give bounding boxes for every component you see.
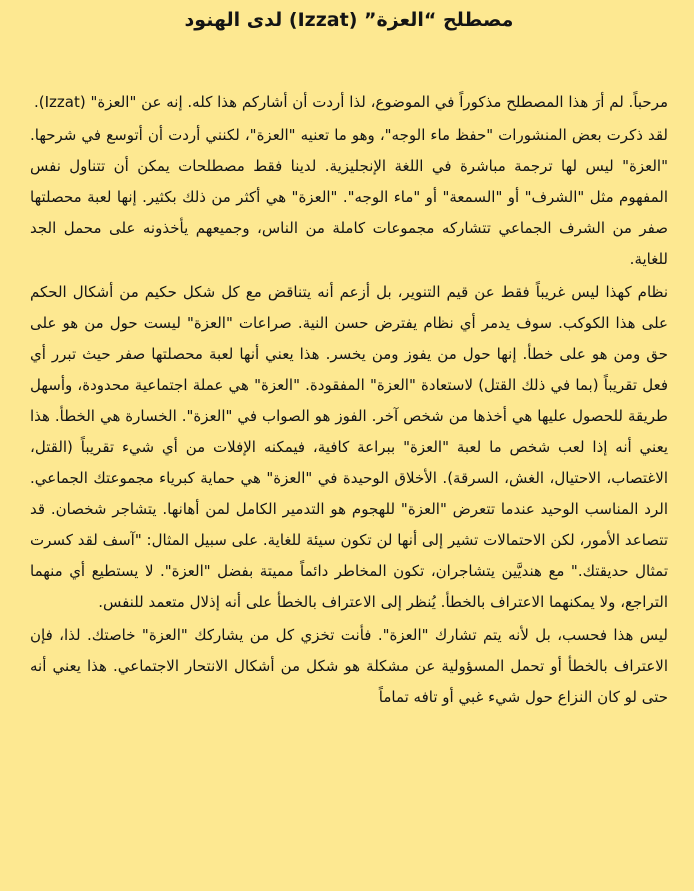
page-title: مصطلح “العزة” (Izzat) لدى الهنود [184, 9, 514, 31]
paragraph-3: نظام كهذا ليس غريباً فقط عن قيم التنوير، بل أزعم أنه يتناقض مع كل شكل حكيم من أشكال الحكم على هذا الكوكب. سوف يدمر أي نظام يفترض حسن النية. صراعات "العزة" ليست حول من هو على حق ومن هو على خطأ. إنها حول من يفوز ومن يخسر. هذا يعني أنها لعبة محصلتها صفر حيث تبرر أي فعل تقريباً (بما في ذلك القتل) لاستعادة "العزة" المفقودة. "العزة" هي عملة اجتماعية محدودة، وأسهل طريقة للحصول عليها هي أخذها من شخص آخر. الفوز هو الصواب في "العزة". الخسارة هي الخطأ. هذا يعني أنه إذا لعب شخص ما لعبة "العزة" ببراعة كافية، فيمكنه الإفلات من أي شيء تقريباً (القتل، الاغتصاب، الاحتيال، الغش، السرقة). الأخلاق الوحيدة في "العزة" هي حماية كبرياء مجموعتك الجماعي. الرد المناسب الوحيد عندما تتعرض "العزة" للهجوم هو التدمير الكامل لمن أهانها. يتشاجر شخصان. قد تتصاعد الأمور، لكن الاحتمالات تشير إلى أنها لن تكون سيئة للغاية. على سبيل المثال: "آسف لقد كسرت تمثال حديقتك." مع هنديَّين يتشاجران، تكون المخاطر دائماً مميتة بفضل "العزة". لا يستطيع أي منهما التراجع، ولا يمكنهما الاعتراف بالخطأ. يُنظر إلى الاعتراف بالخطأ على أنه إذلال متعمد للنفس. [30, 283, 668, 611]
paragraph-4: ليس هذا فحسب، بل لأنه يتم تشارك "العزة". فأنت تخزي كل من يشاركك "العزة" خاصتك. لذا، فإن الاعتراف بالخطأ أو تحمل المسؤولية عن مشكلة هو شكل من أشكال الانتحار الاجتماعي. هذا يعني أنه حتى لو كان النزاع حول شيء غبي أو تافه تماماً [30, 626, 668, 706]
article-body [30, 87, 668, 713]
paragraph-2: لقد ذكرت بعض المنشورات "حفظ ماء الوجه"، وهو ما تعنيه "العزة"، لكنني أردت أن أتوسع في شرحها. "العزة" ليس لها ترجمة مباشرة في اللغة الإنجليزية. لدينا فقط مصطلحات يمكن أن تتناول نفس المفهوم مثل "الشرف" أو "السمعة" أو "ماء الوجه". "العزة" هي أكثر من ذلك بكثير. إنها لعبة محصلتها صفر من الشرف الجماعي تتشاركه مجموعات كاملة من الناس، وجميعهم يأخذونه على محمل الجد للغاية. [30, 126, 668, 268]
paragraph-1: مرحباً. لم أرَ هذا المصطلح مذكوراً في الموضوع، لذا أردت أن أشاركم هذا كله. إنه عن "العزة" (Izzat). [33, 93, 668, 111]
